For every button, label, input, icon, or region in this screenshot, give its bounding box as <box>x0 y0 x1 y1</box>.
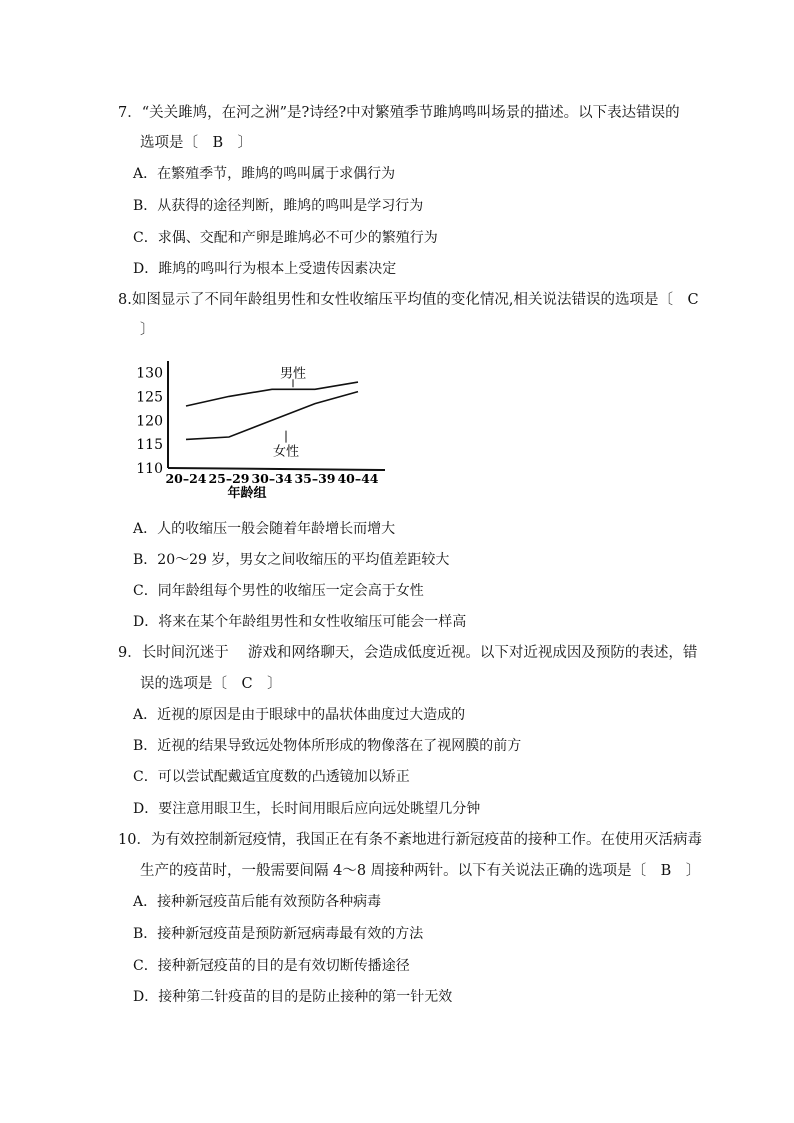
question-9-option-b: B．近视的结果导致远处物体所形成的物像落在了视网膜的前方 <box>133 738 522 754</box>
chart-series-line-female <box>186 392 358 440</box>
question-8-option-b: B．20～29 岁，男女之间收缩压的平均值差距较大 <box>133 552 450 568</box>
chart-x-tick-label: 40–44 <box>337 471 379 486</box>
question-10-option-c: C．接种新冠疫苗的目的是有效切断传播途径 <box>133 958 410 974</box>
question-9-option-d: D．要注意用眼卫生，长时间用眼后应向远处眺望几分钟 <box>133 801 481 817</box>
question-8-stem-line2: 〕 <box>140 322 155 338</box>
chart-x-tick-label: 30–34 <box>251 471 293 486</box>
chart-y-tick-label: 120 <box>136 413 163 430</box>
chart-x-ticks <box>165 471 378 486</box>
chart-y-ticks <box>136 366 163 477</box>
chart-x-tick-label: 25–29 <box>208 471 250 486</box>
question-10-option-a: A．接种新冠疫苗后能有效预防各种病毒 <box>133 894 382 910</box>
question-9-stem-line2: 误的选项是〔 C 〕 <box>140 676 282 692</box>
question-7-stem-line1: 7．“关关雎鸠，在河之洲”是?诗经?中对繁殖季节雎鸠鸣叫场景的描述。以下表达错误的 <box>118 105 680 121</box>
chart-y-tick-label: 115 <box>136 437 163 454</box>
chart-y-tick-label: 125 <box>136 389 163 406</box>
question-7-option-b: B．从获得的途径判断，雎鸠的鸣叫是学习行为 <box>133 198 424 214</box>
question-7-stem-line2: 选项是〔 B 〕 <box>140 135 253 151</box>
question-8-option-d: D．将来在某个年龄组男性和女性收缩压可能会一样高 <box>133 614 467 630</box>
question-8-option-a: A．人的收缩压一般会随着年龄增长而增大 <box>133 521 396 537</box>
question-7-option-d: D．雎鸠的鸣叫行为根本上受遗传因素决定 <box>133 261 397 277</box>
chart-y-tick-label: 130 <box>136 365 163 382</box>
question-9-option-c: C．可以尝试配戴适宜度数的凸透镜加以矫正 <box>133 769 410 785</box>
question-9-stem-line1: 9．长时间沉迷于 游戏和网络聊天，会造成低度近视。以下对近视成因及预防的表述，错 <box>118 645 698 661</box>
question-9-option-a: A．近视的原因是由于眼球中的晶状体曲度过大造成的 <box>133 707 466 723</box>
blood-pressure-line-chart <box>130 355 400 505</box>
chart-y-tick-label: 110 <box>136 461 163 477</box>
chart-x-tick-label: 20–24 <box>165 471 207 486</box>
question-7-option-a: A．在繁殖季节，雎鸠的鸣叫属于求偶行为 <box>133 166 396 182</box>
chart-x-axis-line <box>168 468 385 470</box>
chart-series-line-male <box>186 382 358 406</box>
question-10-stem-line1: 10．为有效控制新冠疫情，我国正在有条不紊地进行新冠疫苗的接种工作。在使用灭活病毒 <box>118 832 702 848</box>
question-7-option-c: C．求偶、交配和产卵是雎鸠必不可少的繁殖行为 <box>133 230 438 246</box>
chart-series-label-female: 女性 <box>272 444 300 460</box>
chart-x-tick-label: 35–39 <box>294 471 336 486</box>
chart-series-label-male: 男性 <box>279 366 307 382</box>
question-10-option-b: B．接种新冠疫苗是预防新冠病毒最有效的方法 <box>133 926 424 942</box>
question-8-option-c: C．同年龄组每个男性的收缩压一定会高于女性 <box>133 583 424 599</box>
question-10-stem-line2: 生产的疫苗时，一般需要间隔 4～8 周接种两针。以下有关说法正确的选项是〔 B 〕 <box>140 863 701 879</box>
chart-series-labels <box>273 365 306 459</box>
chart-x-axis-label: 年龄组 <box>227 486 267 501</box>
question-10-option-d: D．接种第二针疫苗的目的是防止接种的第一针无效 <box>133 989 453 1005</box>
question-8-stem-line1: 8.如图显示了不同年龄组男性和女性收缩压平均值的变化情况,相关说法错误的选项是〔 C <box>118 292 699 308</box>
chart-series <box>186 382 358 439</box>
